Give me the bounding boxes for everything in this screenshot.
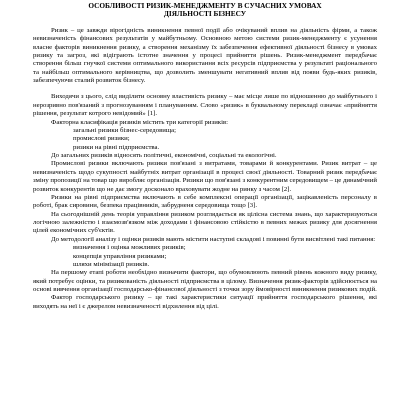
list-item-risk-assessment: визначення і оцінка можливих ризиків; <box>73 244 186 252</box>
paragraph-classification-intro: Факторна класифікація ризиків містить три категорії ризиків: <box>51 118 229 126</box>
list-item-management-concept: концепція управління ризиками; <box>73 252 167 260</box>
paragraph-industrial-risks: Промислові ризики включають ризики пов'язані з витратами, товарами й конкурентами. Ризик витрат – це невизначеність щодо сукупності майбутніх витрат організації в процесі своєї діяльності. Товарний ризик передбачає зміну пропозиції на товар що виробляє організація. Ризики що пов'язані з конкурентним середовищем – це динамічний розвиток конкурентів що не дає змогу досконало враховувати жодне на ринку з часом [2]. <box>33 160 377 193</box>
paragraph-first-stage: На першому етапі роботи необхідно визначити фактори, що обумовлюють певний рівень кожного виду ризику, який потребує оцінки, та ризикованість діяльності підприємства в цілому. Визначення ризик-факторів здійснюється на основі вивчення організації господарсько-фінансової діяльності з точки зору ймовірності виникнення ризикових подій. <box>33 269 377 294</box>
paragraph-risk-property: Виходячи з цього, слід виділити основну властивість ризику – має місце лише по відношенню до майбутнього і нерозривно пов'язаний з прогнозуванням і плануванням. Слово «ризик» в буквальному перекладі означає «прийняття рішення, результат котрого невідомий» [1]. <box>33 93 377 118</box>
document-page <box>33 2 377 311</box>
list-item-minimization: шляхи мінімізації ризиків. <box>73 260 150 268</box>
paragraph-methodology-intro: До методології аналізу і оцінки ризиків мають містити наступні складові і повинні бути висвітлені такі питання: <box>51 235 376 243</box>
paragraph-risk-theory: На сьогоднішній день теорія управління ризиком розглядається як цілісна система знань, що характеризуються логічною залежністю і взаємозв'язком між доходами і фінансовою стійкістю в певних межах ризику для досягнення цілей економічних суб'єктів. <box>33 210 377 235</box>
document-title-line-2: ДІЯЛЬНОСТІ БІЗНЕСУ <box>163 9 247 19</box>
paragraph-enterprise-risks: Ризики на рівні підприємства включають в себе комплексні операції організації, зацікавленість персоналу в роботі, брак сировини, безпека працівників, забрудненя середовища тощо [3]. <box>33 193 377 210</box>
paragraph-risk-factor: Фактор господарського ризику – це такі характеристики ситуації прийняття господарського рішення, які виходять на неї і є джерелом невизначеності відхилення від цілі. <box>33 294 377 310</box>
list-item-general-risks: загальні ризики бізнес-середовища; <box>73 126 176 134</box>
list-item-enterprise-risks: ризики на рівні підприємства. <box>73 143 160 151</box>
paragraph-risk-definition: Ризик – це завжди вірогідність виникнення певної події або очікуваний вплив на діяльність фірми, а також невизначеність фінансових результатів у майбутньому. Основною метою системи ризик-менеджменту є усунення власне факторів виникнення ризику, а створення механізму їх забезпечення ефективної діяльності бізнесу в умовах ризику та загроз, які відіграють істотне значення у процесі прийняття рішень. Ризик-менеджмент передбачає створення більш гнучкої системи оптимального використання всіх ресурсів підприємства у результаті раціонального та найбільш оптимального керівництва, що дозволить зменшувати негативний вплив від появи будь-яких ризиків, забезпечуючи сталий розвиток бізнесу. <box>33 26 377 85</box>
title-spacer <box>33 19 377 27</box>
document-title-line-1: ОСОБЛИВОСТІ РИЗИК-МЕНЕДЖМЕНТУ В СУЧАСНИХ УМОВАХ <box>88 1 322 10</box>
paragraph-spacer <box>33 85 377 93</box>
paragraph-general-risks: До загальних ризиків відносять політичні, економічні, соціальні та екологічні. <box>51 152 277 160</box>
list-item-industrial-risks: промислові ризики; <box>73 135 130 143</box>
